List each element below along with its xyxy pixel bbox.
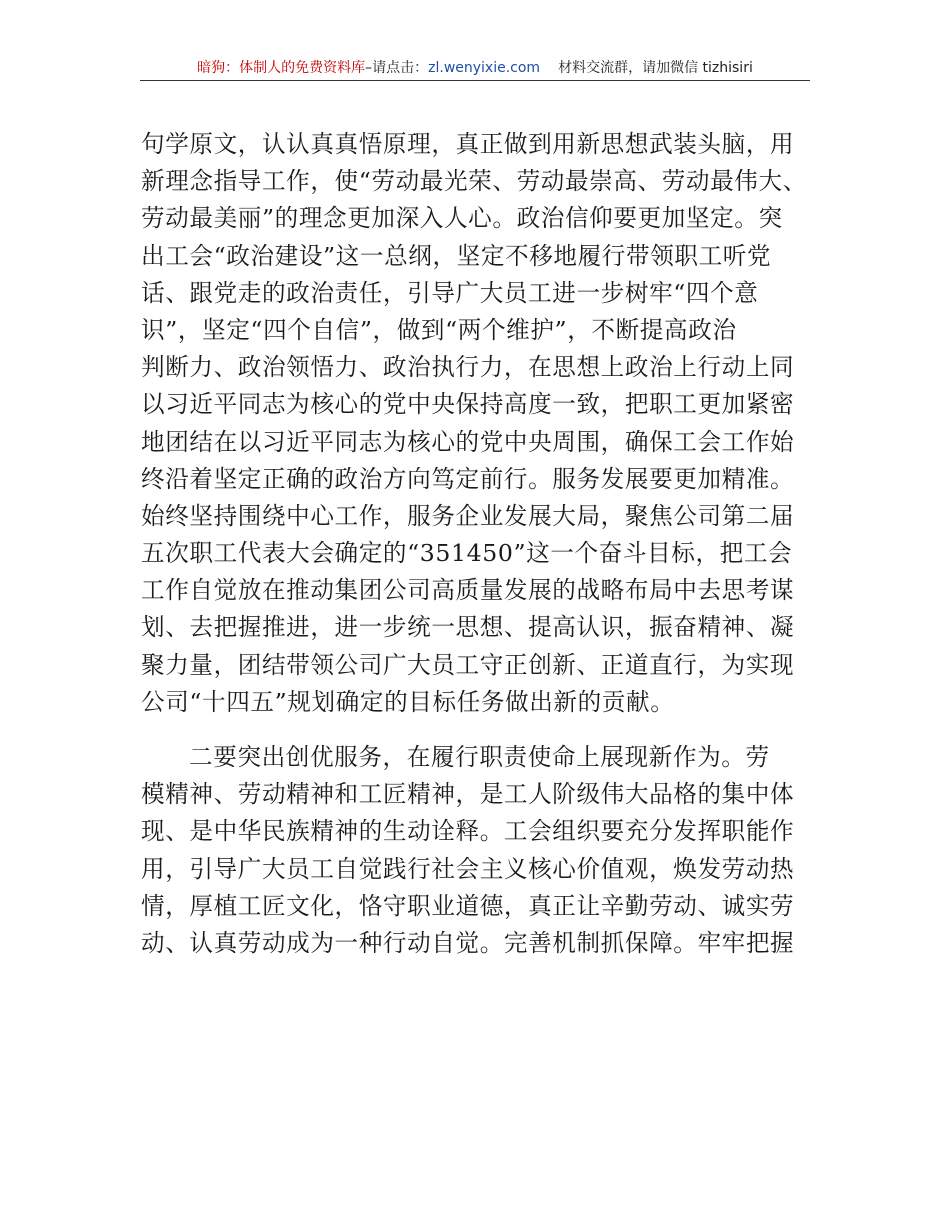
text-line: 二要突出创优服务，在履行职责使命上展现新作为。劳 xyxy=(189,743,770,771)
document-body xyxy=(141,126,813,962)
page-header xyxy=(140,58,810,81)
header-link-prefix: –请点击： xyxy=(365,60,429,76)
text-line: 用，引导广大员工自觉践行社会主义核心价值观，焕发劳动热 xyxy=(141,854,795,883)
paragraph-1 xyxy=(141,126,813,721)
text-line: 工作自觉放在推动集团公司高质量发展的战略布局中去思考谋 xyxy=(141,576,795,605)
text-line: 地团结在以习近平同志为核心的党中央周围，确保工会工作始 xyxy=(141,427,795,456)
text-line: 终沿着坚定正确的政治方向笃定前行。服务发展要更加精准。 xyxy=(141,464,795,493)
text-line: 五次职工代表大会确定的“351450”这一个奋斗目标，把工会 xyxy=(141,539,793,568)
text-line: 现、是中华民族精神的生动诠释。工会组织要充分发挥职能作 xyxy=(141,817,795,846)
text-line: 出工会“政治建设”这一总纲，坚定不移地履行带领职工听党 xyxy=(141,241,772,270)
text-line: 劳动最美丽”的理念更加深入人心。政治信仰要更加坚定。突 xyxy=(141,204,783,233)
header-link[interactable]: zl.wenyixie.com xyxy=(428,60,541,76)
text-line: 聚力量，团结带领公司广大员工守正创新、正道直行，为实现 xyxy=(141,650,795,679)
paragraph-spacer xyxy=(141,721,813,739)
header-brand: 暗狗：体制人的免费资料库 xyxy=(197,60,366,76)
text-line: 模精神、劳动精神和工匠精神，是工人阶级伟大品格的集中体 xyxy=(141,780,795,809)
text-line: 动、认真劳动成为一种行动自觉。完善机制抓保障。牢牢把握 xyxy=(141,928,795,957)
text-line: 情，厚植工匠文化，恪守职业道德，真正让辛勤劳动、诚实劳 xyxy=(141,891,795,920)
text-line: 以习近平同志为核心的党中央保持高度一致，把职工更加紧密 xyxy=(141,390,795,419)
text-line: 判断力、政治领悟力、政治执行力，在思想上政治上行动上同 xyxy=(141,353,795,382)
paragraph-2 xyxy=(141,739,813,962)
text-line: 始终坚持围绕中心工作，服务企业发展大局，聚焦公司第二届 xyxy=(141,501,795,530)
text-line: 划、去把握推进，进一步统一思想、提高认识，振奋精神、凝 xyxy=(141,613,795,642)
text-line: 识”，坚定“四个自信”，做到“两个维护”，不断提高政治 xyxy=(141,315,737,344)
text-line: 话、跟党走的政治责任，引导广大员工进一步树牢“四个意 xyxy=(141,278,759,307)
text-line: 句学原文，认认真真悟原理，真正做到用新思想武装头脑，用 xyxy=(141,130,795,158)
text-line: 新理念指导工作，使“劳动最光荣、劳动最崇高、劳动最伟大、 xyxy=(141,167,807,196)
text-line: 公司“十四五”规划确定的目标任务做出新的贡献。 xyxy=(141,687,675,716)
header-contact: 材料交流群，请加微信 tizhisiri xyxy=(558,60,753,76)
